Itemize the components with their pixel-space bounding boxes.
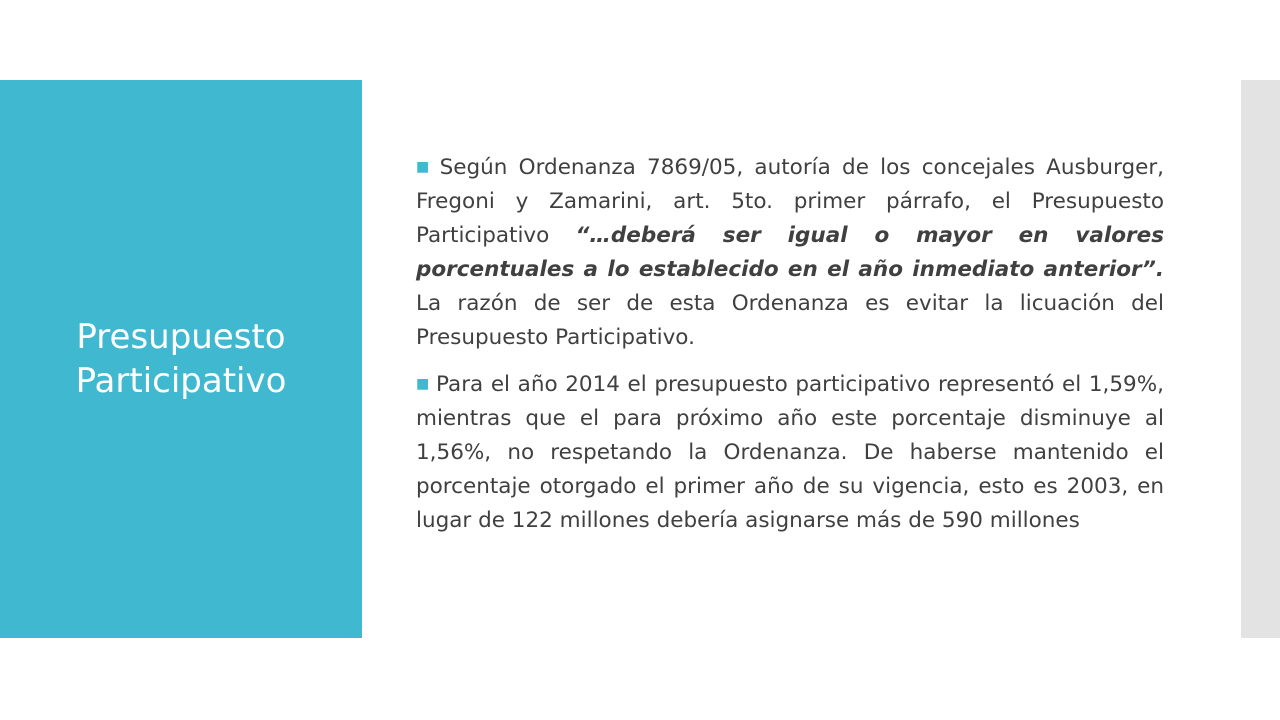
square-bullet-icon: ■ (416, 159, 434, 175)
paragraph-1-text: Según Ordenanza 7869/05, autoría de los concejales Ausburger, Fregoni y Zamarini, art. 5to. primer párrafo, el Presupuesto Participativo (416, 155, 1164, 248)
ordinance-quote: “…deberá ser igual o mayor en valores porcentuales a lo establecido en el año inmediato anterior”. (416, 223, 1164, 282)
paragraph-1-after: La razón de ser de esta Ordenanza es evitar la licuación del Presupuesto Participativo. (416, 291, 1164, 350)
slide-body (416, 150, 1164, 550)
title-panel (0, 80, 362, 638)
paragraph-2-text: Para el año 2014 el presupuesto participativo representó el 1,59%, mientras que el para próximo año este porcentaje disminuye al 1,56%, no respetando la Ordenanza. De haberse mantenido el porcentaje otorgado el primer año de su vigencia, esto es 2003, en lugar de 122 millones debería asignarse más de 590 millones (416, 372, 1164, 533)
right-decorative-strip (1241, 80, 1280, 638)
bullet-paragraph-1 (416, 150, 1164, 355)
square-bullet-icon: ■ (416, 376, 431, 392)
bullet-paragraph-2 (416, 367, 1164, 538)
slide-title: Presupuesto Participativo (75, 316, 287, 401)
